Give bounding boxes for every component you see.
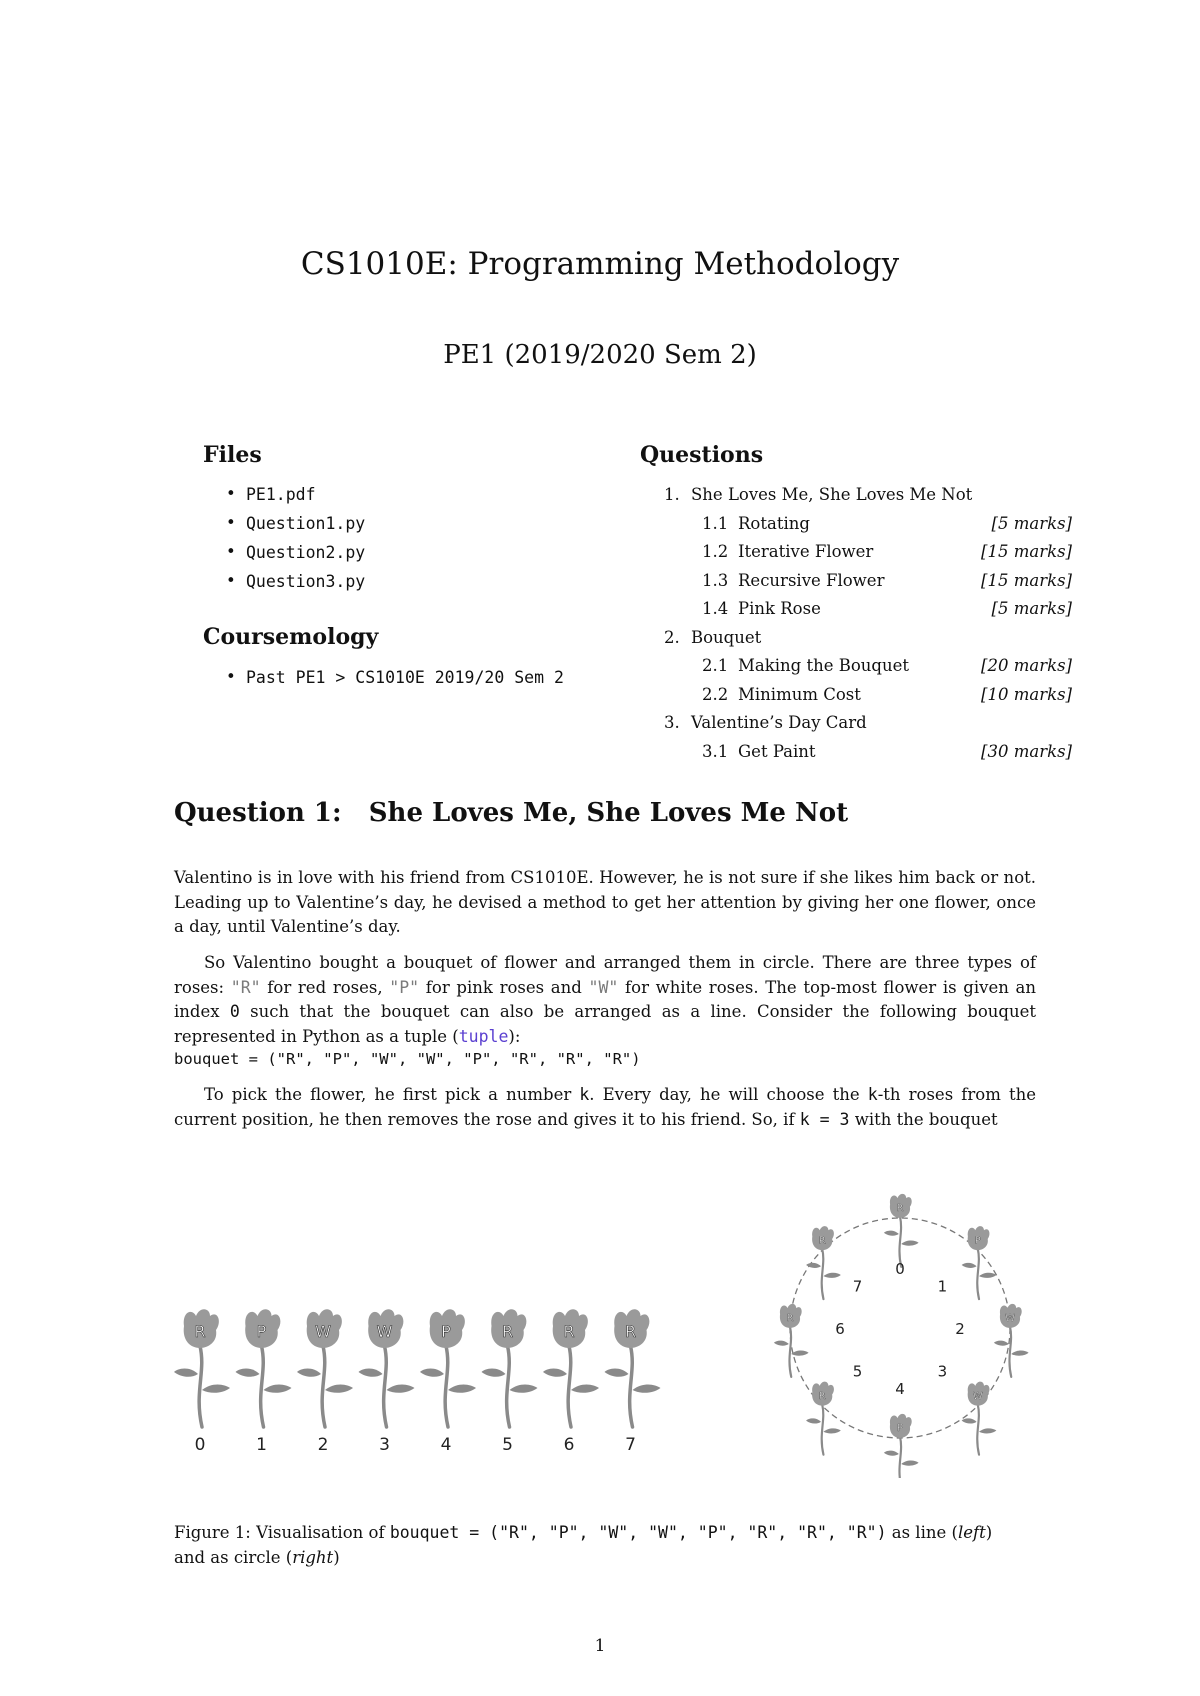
text-run: . Every day, he will choose the [589,1085,868,1104]
rose-label: P [974,1235,981,1247]
questions-list [664,485,1072,770]
line-index-label: 2 [317,1435,329,1455]
question1-paragraph-2 [174,951,1036,1049]
file-item: • PE1.pdf [224,485,365,514]
rose-leaf [297,1369,321,1377]
question-label: She Loves Me, She Loves Me Not [691,485,973,504]
rose-leaf [979,1428,996,1433]
rose-label: R [194,1322,206,1341]
text-run: such that the bouquet can also be arranged as a line. Consider the following bouquet represented in Python as a tuple ( [174,1002,1036,1046]
rose-leaf [264,1385,292,1393]
code-literal: "P" [389,977,420,997]
rose-stem [822,1249,824,1299]
circle-index-label: 4 [895,1380,905,1398]
question-number: 3. [664,713,680,732]
rose-label: R [786,1313,794,1325]
question-row [664,542,1072,571]
text-run: Figure 1: Visualisation of [174,1523,390,1542]
line-index-label: 7 [625,1435,636,1455]
code-literal: 0 [229,1002,240,1021]
rose-stem [789,1327,791,1377]
bouquet-code-line: bouquet = ("R", "P", "W", "W", "P", "R", "R", "R") [174,1050,641,1068]
question-label: Bouquet [691,627,762,647]
rose-label: P [441,1322,451,1341]
rose-stem [977,1249,979,1299]
rose-leaf [1011,1351,1028,1356]
text-run: -th roses from the current position, he then removes the rose and gives it to his friend. So, if [174,1085,1036,1129]
question-label: Valentine’s Day Card [691,713,867,732]
rose-leaf [979,1273,996,1278]
rose-leaf [962,1418,977,1423]
rose-leaf [823,1273,840,1278]
rose-leaf [510,1385,538,1393]
rose-stem [630,1346,633,1427]
rose-stem [568,1346,571,1427]
rose-leaf [420,1369,444,1377]
rose-leaf [962,1263,977,1268]
question-row [664,713,1072,742]
question-label: Making the Bouquet [738,656,909,675]
rose-flower [806,1382,841,1455]
rose-label: W [1005,1313,1015,1325]
question-label: Get Paint [738,741,816,761]
question-number: 2. [664,627,680,647]
rose-label: W [315,1322,331,1341]
text-run: ) [985,1523,993,1542]
rose-stem [445,1346,448,1427]
caption-line-2 [174,1545,1036,1570]
rose-leaf [994,1341,1009,1346]
line-index-label: 5 [502,1435,513,1455]
rose-stem [322,1346,325,1427]
rose-flower [884,1194,919,1267]
question-number: 1. [664,485,680,504]
rose-label: P [897,1423,903,1435]
question-label: Rotating [738,513,810,533]
text-run: for red roses, [260,977,390,997]
rose-label: W [972,1390,983,1402]
question-row [664,485,1072,514]
question-number: 1.4 [702,599,729,618]
rose-leaf [901,1241,918,1246]
rose-leaf [806,1418,821,1423]
circle-index-label: 1 [937,1277,948,1296]
rose-flower [962,1226,997,1299]
files-list [224,485,365,601]
file-item: • Question2.py [224,543,365,572]
question1-paragraph-1: Valentino is in love with his friend from CS1010E. However, he is not sure if she likes him back or not. Leading up to Valentine’s day, he devised a method to get her attention by giving her one flower, once a day, until Valentine’s day. [174,868,1036,936]
figure-caption [174,1520,1036,1570]
bouquet-line-figure [160,1290,680,1470]
rose-leaf [633,1385,661,1393]
question-marks: [10 marks] [981,684,1072,704]
text-run: with the bouquet [849,1109,998,1129]
rose-stem [822,1404,824,1454]
question-marks: [15 marks] [981,570,1072,590]
code-literal: k [579,1085,590,1104]
rose-flower [962,1382,997,1455]
question1-heading: Question 1: She Loves Me, She Loves Me Not [174,798,849,828]
rose-flower [174,1309,230,1427]
question-number: 1.3 [702,570,729,590]
rose-leaf [482,1369,506,1377]
coursemology-list [224,668,564,697]
coursemology-heading: Coursemology [203,624,379,650]
rose-leaf [359,1369,383,1377]
code-literal: k = 3 [799,1109,850,1129]
rose-flower [297,1309,353,1427]
text-run: as line ( [886,1523,958,1542]
text-run: for pink roses and [419,977,589,997]
line-index-label: 0 [194,1435,206,1455]
rose-leaf [806,1263,821,1268]
rose-label: P [256,1322,267,1341]
rose-label: R [624,1322,637,1341]
question1-paragraph-3 [174,1083,1036,1132]
file-item: • Question3.py [224,572,365,601]
rose-label: W [376,1322,393,1341]
rose-label: R [563,1322,575,1341]
code-literal: "R" [230,977,261,997]
code-literal: bouquet = ("R", "P", "W", "W", "P", "R", "R", "R") [389,1523,887,1542]
circle-index-label: 7 [852,1277,863,1296]
question-row [664,514,1072,543]
rose-label: R [896,1203,904,1215]
question-label: Pink Rose [738,599,821,618]
rose-flower [884,1414,919,1478]
rose-flower [994,1304,1029,1377]
rose-flower [543,1309,599,1427]
question-marks: [5 marks] [991,513,1072,533]
question-marks: [5 marks] [991,599,1072,618]
question-number: 1.2 [702,542,729,561]
code-keyword: tuple [458,1026,509,1046]
rose-label: R [818,1390,826,1402]
line-index-label: 6 [563,1435,575,1455]
question-marks: [15 marks] [981,542,1072,561]
circle-index-label: 5 [852,1362,863,1381]
rose-leaf [791,1351,808,1356]
rose-stem [199,1346,202,1427]
code-literal: "W" [588,977,619,997]
rose-flower [420,1309,476,1427]
rose-leaf [325,1385,353,1393]
rose-flower [605,1309,661,1427]
question-label: Minimum Cost [738,684,861,704]
rose-stem [384,1346,387,1427]
rose-flower [482,1309,538,1427]
rose-flower [236,1309,292,1427]
rose-leaf [202,1385,230,1393]
rose-leaf [823,1428,840,1433]
document-title: CS1010E: Programming Methodology [300,246,900,282]
question-row [664,628,1072,657]
document-subtitle: PE1 (2019/2020 Sem 2) [443,340,757,370]
question-row [664,599,1072,628]
bouquet-circle-figure [765,1168,1045,1478]
rose-flower [359,1309,415,1427]
question-row [664,742,1072,771]
rose-label: R [818,1235,826,1247]
caption-emphasis: left [957,1523,986,1542]
question-marks: [20 marks] [981,656,1072,675]
circle-index-label: 6 [835,1320,845,1338]
rose-leaf [884,1451,899,1456]
file-item: • Question1.py [224,514,365,543]
code-literal: k [867,1085,878,1104]
page-number: 1 [594,1636,606,1656]
question-number: 2.1 [702,656,729,675]
question-number: 2.2 [702,684,729,704]
question-number: 1.1 [702,513,729,533]
coursemology-item: • Past PE1 > CS1010E 2019/20 Sem 2 [224,668,564,697]
rose-leaf [774,1341,789,1346]
rose-leaf [236,1369,260,1377]
rose-leaf [884,1231,899,1236]
rose-stem [977,1404,979,1454]
line-index-label: 1 [256,1435,267,1455]
question-marks: [30 marks] [981,741,1072,761]
text-run: and as circle ( [174,1548,293,1567]
rose-leaf [543,1369,567,1377]
files-heading: Files [203,442,262,468]
rose-flower [774,1304,809,1377]
question-number: 3.1 [702,741,729,761]
rose-leaf [448,1385,476,1393]
caption-emphasis: right [292,1548,334,1567]
rose-leaf [174,1369,198,1377]
rose-leaf [605,1369,629,1377]
question-label: Iterative Flower [738,542,874,561]
question-row [664,685,1072,714]
circle-index-label: 3 [937,1362,948,1381]
rose-stem [1009,1327,1011,1377]
text-run: To pick the flower, he first pick a number [204,1085,580,1104]
circle-index-label: 0 [895,1260,905,1278]
question-row [664,656,1072,685]
rose-label: R [501,1322,514,1341]
rose-stem [507,1346,510,1427]
rose-leaf [387,1385,415,1393]
text-run: ): [508,1026,521,1046]
caption-line-1 [174,1520,1036,1545]
line-index-label: 4 [440,1435,452,1455]
question-row [664,571,1072,600]
text-run: So Valentino bought a bouquet of flower and arranged them in circle. There are three types of roses: [174,953,1036,997]
circle-index-label: 2 [955,1320,965,1338]
questions-heading: Questions [640,442,764,468]
rose-stem [899,1437,901,1478]
rose-leaf [571,1385,599,1393]
text-run: for white roses. The top-most flower is given an index [174,977,1037,1021]
text-run: ) [333,1548,340,1567]
line-index-label: 3 [379,1435,390,1455]
rose-stem [261,1346,264,1427]
rose-leaf [901,1461,918,1466]
question-label: Recursive Flower [738,570,885,590]
